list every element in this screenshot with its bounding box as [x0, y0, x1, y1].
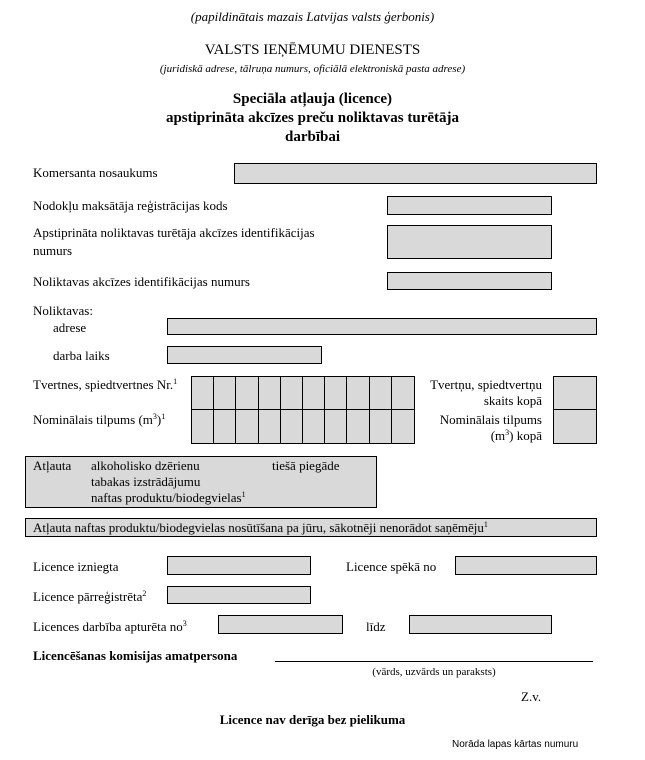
valid-from-label: Licence spēkā no: [346, 559, 437, 574]
tank-number-cell[interactable]: [325, 377, 347, 410]
excise-id-field[interactable]: [387, 225, 552, 259]
warehouse-label: Noliktavas:: [33, 303, 93, 318]
excise-id-label-2: numurs: [33, 243, 72, 258]
permit-oil: naftas produktu/biodegvielas$^1$: [91, 490, 246, 505]
suspended-until-field[interactable]: [409, 615, 552, 634]
tank-volume-cell[interactable]: [303, 410, 325, 443]
tank-volume-total-field[interactable]: [554, 410, 596, 443]
tank-volume-label: Nominālais tilpums $(m^3)^1$: [33, 412, 166, 427]
tank-volume-total-label-1: Nominālais tilpums: [439, 412, 542, 427]
tank-volume-total-label-2: $(m^3)$ kopā: [490, 428, 542, 443]
tank-volume-cell[interactable]: [192, 410, 214, 443]
tax-code-field[interactable]: [387, 196, 552, 215]
tank-count-field[interactable]: [554, 377, 596, 410]
tank-number-cell[interactable]: [347, 377, 369, 410]
tank-volume-cell[interactable]: [325, 410, 347, 443]
sea-permit-label: Atļauta naftas produktu/biodegvielas nosūtīšana pa jūru, sākotnēji nenorādot saņēmēju$^1$: [33, 520, 488, 535]
validity-notice: Licence nav derīga bez pielikuma: [219, 712, 406, 727]
merchant-label: Komersanta nosaukums: [33, 165, 158, 180]
tax-code-label: Nodokļu maksātāja reģistrācijas kods: [33, 198, 228, 213]
permit-direct-delivery[interactable]: tiešā piegāde: [272, 458, 340, 473]
hours-field[interactable]: [167, 346, 322, 364]
warehouse-id-field[interactable]: [387, 272, 552, 290]
tank-number-cell[interactable]: [281, 377, 303, 410]
title-line-1: Speciāla atļauja (licence): [232, 91, 393, 107]
until-label: līdz: [366, 619, 386, 634]
signature-note: (vārds, uzvārds un paraksts): [372, 666, 496, 678]
page-number-note: Norāda lapas kārtas numuru: [452, 739, 579, 750]
title-line-2: apstiprināta akcīzes preču noliktavas turētāja: [165, 110, 460, 126]
issued-field[interactable]: [167, 556, 311, 575]
suspended-from-field[interactable]: [218, 615, 343, 634]
authority-name: VALSTS IEŅĒMUMU DIENESTS: [204, 42, 421, 58]
permit-tobacco[interactable]: tabakas izstrādājumu: [91, 474, 201, 489]
coat-of-arms-note: (papildinātais mazais Latvijas valsts ģerbonis): [190, 9, 435, 24]
permit-alcohol[interactable]: alkoholisko dzērienu: [91, 458, 200, 473]
tank-totals-grid[interactable]: [553, 376, 597, 444]
issued-label: Licence izniegta: [33, 559, 119, 574]
authority-note: (juridiskā adrese, tālruņa numurs, oficiālā elektroniskā pasta adrese): [159, 63, 466, 75]
tank-number-label: Tvertnes, spiedtvertnes Nr.$^1$: [33, 377, 178, 392]
signature-line[interactable]: [275, 661, 593, 662]
reregistered-field[interactable]: [167, 586, 311, 604]
title-line-3: darbībai: [284, 129, 341, 145]
excise-id-label-1: Apstiprināta noliktavas turētāja akcīzes identifikācijas: [33, 225, 315, 240]
tank-volume-cell[interactable]: [236, 410, 258, 443]
merchant-field[interactable]: [234, 163, 597, 184]
warehouse-id-label: Noliktavas akcīzes identifikācijas numurs: [33, 274, 250, 289]
suspended-label: Licences darbība apturēta $no^3$: [33, 619, 187, 634]
tank-count-label-1: Tvertņu, spiedtvertņu: [430, 377, 542, 392]
tank-volume-cell[interactable]: [214, 410, 236, 443]
tank-number-cell[interactable]: [214, 377, 236, 410]
address-label: adrese: [53, 320, 87, 335]
tank-volume-cell[interactable]: [347, 410, 369, 443]
tank-number-cell[interactable]: [303, 377, 325, 410]
tank-number-cell[interactable]: [259, 377, 281, 410]
reregistered-label: Licence pārreģistrēta$^2$: [33, 589, 147, 604]
tank-volume-cell[interactable]: [281, 410, 303, 443]
hours-label: darba laiks: [53, 348, 110, 363]
tank-number-cell[interactable]: [192, 377, 214, 410]
address-field[interactable]: [167, 318, 597, 335]
tank-count-label-2: skaits kopā: [483, 393, 542, 408]
official-label: Licencēšanas komisijas amatpersona: [33, 648, 238, 663]
tank-number-cell[interactable]: [236, 377, 258, 410]
valid-from-field[interactable]: [455, 556, 597, 575]
seal-label: Z.v.: [521, 689, 542, 704]
tank-volume-cell[interactable]: [259, 410, 281, 443]
permit-label: Atļauta: [33, 458, 72, 473]
